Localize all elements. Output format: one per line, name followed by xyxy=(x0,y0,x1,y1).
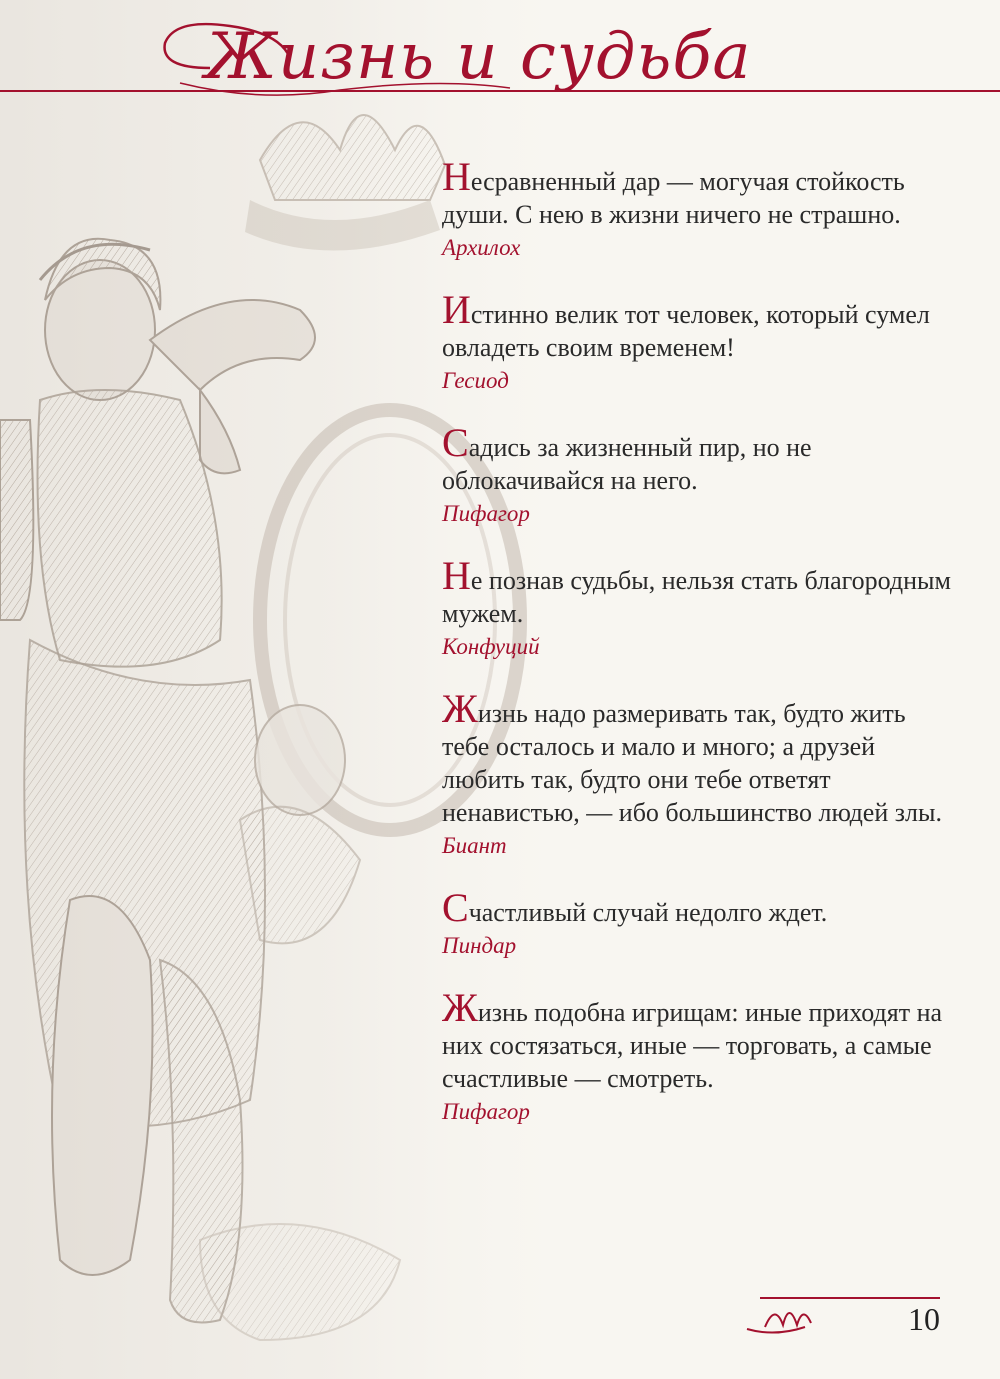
dropcap: И xyxy=(442,287,471,332)
quote-text xyxy=(442,686,952,829)
quote-author: Биант xyxy=(442,833,507,858)
quote-item xyxy=(442,154,952,263)
quotes-list xyxy=(442,154,952,1157)
quote-author: Пиндар xyxy=(442,933,517,958)
quote-body: е познав судьбы, нельзя стать благородным мужем. xyxy=(442,566,951,628)
quote-text xyxy=(442,553,952,630)
quote-item xyxy=(442,420,952,529)
quote-text xyxy=(442,985,952,1095)
quote-author: Архилох xyxy=(442,235,521,260)
dropcap: Н xyxy=(442,553,471,598)
footer-flourish-icon xyxy=(745,1297,830,1337)
quote-author: Пифагор xyxy=(442,1099,530,1124)
page-title: Жизнь и судьба xyxy=(205,20,752,94)
dropcap: Н xyxy=(442,154,471,199)
dropcap: С xyxy=(442,420,469,465)
quote-author: Конфуций xyxy=(442,634,540,659)
dropcap: Ж xyxy=(442,985,478,1030)
quote-body: частливый случай недолго ждет. xyxy=(468,898,828,927)
quote-body: адись за жизненный пир, но не облокачивайся на него. xyxy=(442,433,812,495)
page-header xyxy=(0,0,1000,100)
dropcap: Ж xyxy=(442,686,478,731)
quote-item xyxy=(442,985,952,1127)
quote-item xyxy=(442,885,952,961)
quote-text xyxy=(442,154,952,231)
dropcap: С xyxy=(442,885,469,930)
quote-author: Гесиод xyxy=(442,368,509,393)
quote-body: стинно велик тот человек, который сумел овладеть своим временем! xyxy=(442,300,930,362)
page-number: 10 xyxy=(908,1301,940,1337)
quote-author: Пифагор xyxy=(442,501,530,526)
quote-body: есравненный дар — могучая стойкость души. С нею в жизни ничего не страшно. xyxy=(442,167,905,229)
quote-item xyxy=(442,287,952,396)
quote-item xyxy=(442,553,952,662)
quote-item xyxy=(442,686,952,861)
quote-text xyxy=(442,885,952,930)
quote-body: изнь надо размеривать так, будто жить тебе осталось и мало и много; а друзей любить так, будто они тебе ответят ненавистью, — ибо большинство людей злы. xyxy=(442,699,942,827)
quote-text xyxy=(442,420,952,497)
quote-text xyxy=(442,287,952,364)
quote-body: изнь подобна игрищам: иные приходят на них состязаться, иные — торговать, а самые счастливые — смотреть. xyxy=(442,998,943,1093)
